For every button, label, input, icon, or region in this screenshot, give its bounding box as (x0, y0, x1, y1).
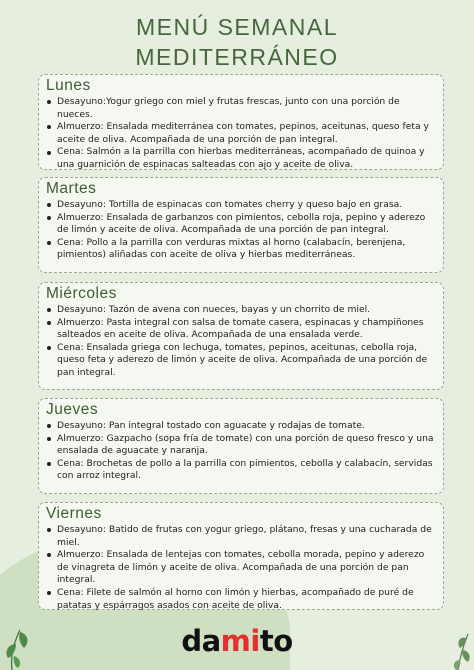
meal-list (46, 420, 435, 483)
day-card-miercoles (38, 282, 444, 390)
page-title-line-1: MENÚ SEMANAL (135, 14, 339, 40)
logo-part-mi: mi (220, 624, 260, 658)
logo-part-to: to (259, 624, 293, 658)
meal-breakfast: Desayuno:Yogur griego con miel y frutas frescas, junto con una porción de nueces. (46, 96, 435, 121)
meal-lunch: Almuerzo: Ensalada de garbanzos con pimientos, cebolla roja, pepino y aderezo de limón y aceite de oliva. Acompañada de una porción de pan integral. (46, 212, 435, 237)
damito-logo (0, 624, 474, 658)
meal-list (46, 96, 435, 172)
meal-breakfast: Desayuno: Tortilla de espinacas con tomates cherry y queso bajo en grasa. (46, 199, 435, 212)
meal-lunch: Almuerzo: Ensalada de lentejas con tomates, cebolla morada, pepino y aderezo de vinagreta de limón y aceite de oliva. Acompañada de una porción de pan integral. (46, 549, 435, 587)
meal-breakfast: Desayuno: Pan integral tostado con aguacate y rodajas de tomate. (46, 420, 435, 433)
day-card-martes (38, 177, 444, 273)
meal-dinner: Cena: Ensalada griega con lechuga, tomates, pepinos, aceitunas, cebolla roja, queso feta y aderezo de limón y aceite de oliva. Acompañada de una porción de pan integral. (46, 342, 435, 380)
logo-part-da: da (181, 624, 221, 658)
day-card-viernes (38, 502, 444, 610)
day-name: Viernes (46, 505, 102, 522)
page-title-line-2: MEDITERRÁNEO (135, 44, 339, 70)
meal-list (46, 304, 435, 380)
day-name: Jueves (46, 401, 99, 418)
day-name: Lunes (46, 77, 91, 94)
meal-lunch: Almuerzo: Ensalada mediterránea con tomates, pepinos, aceitunas, queso feta y aceite de oliva. Acompañada de una porción de pan integral. (46, 121, 435, 146)
day-card-lunes (38, 74, 444, 170)
meal-list (46, 199, 435, 262)
meal-breakfast: Desayuno: Tazón de avena con nueces, bayas y un chorrito de miel. (46, 304, 435, 317)
day-card-jueves (38, 398, 444, 494)
meal-lunch: Almuerzo: Pasta integral con salsa de tomate casera, espinacas y champiñones salteados en aceite de oliva. Acompañada de una ensalada verde. (46, 317, 435, 342)
meal-dinner: Cena: Brochetas de pollo a la parrilla con pimientos, cebolla y calabacín, servidas con arroz integral. (46, 458, 435, 483)
page-title (0, 12, 474, 72)
meal-lunch: Almuerzo: Gazpacho (sopa fría de tomate) con una porción de queso fresco y una ensalada de aguacate y naranja. (46, 433, 435, 458)
meal-dinner: Cena: Salmón a la parrilla con hierbas mediterráneas, acompañado de quinoa y una guarnición de espinacas salteadas con ajo y aceite de oliva. (46, 146, 435, 171)
meal-list (46, 524, 435, 612)
meal-dinner: Cena: Filete de salmón al horno con limón y hierbas, acompañado de puré de patatas y espárragos asados con aceite de oliva. (46, 587, 435, 612)
day-name: Martes (46, 180, 97, 197)
meal-breakfast: Desayuno: Batido de frutas con yogur griego, plátano, fresas y una cucharada de miel. (46, 524, 435, 549)
day-name: Miércoles (46, 285, 117, 302)
meal-dinner: Cena: Pollo a la parrilla con verduras mixtas al horno (calabacín, berenjena, pimientos) aliñadas con aceite de oliva y hierbas mediterráneas. (46, 237, 435, 262)
